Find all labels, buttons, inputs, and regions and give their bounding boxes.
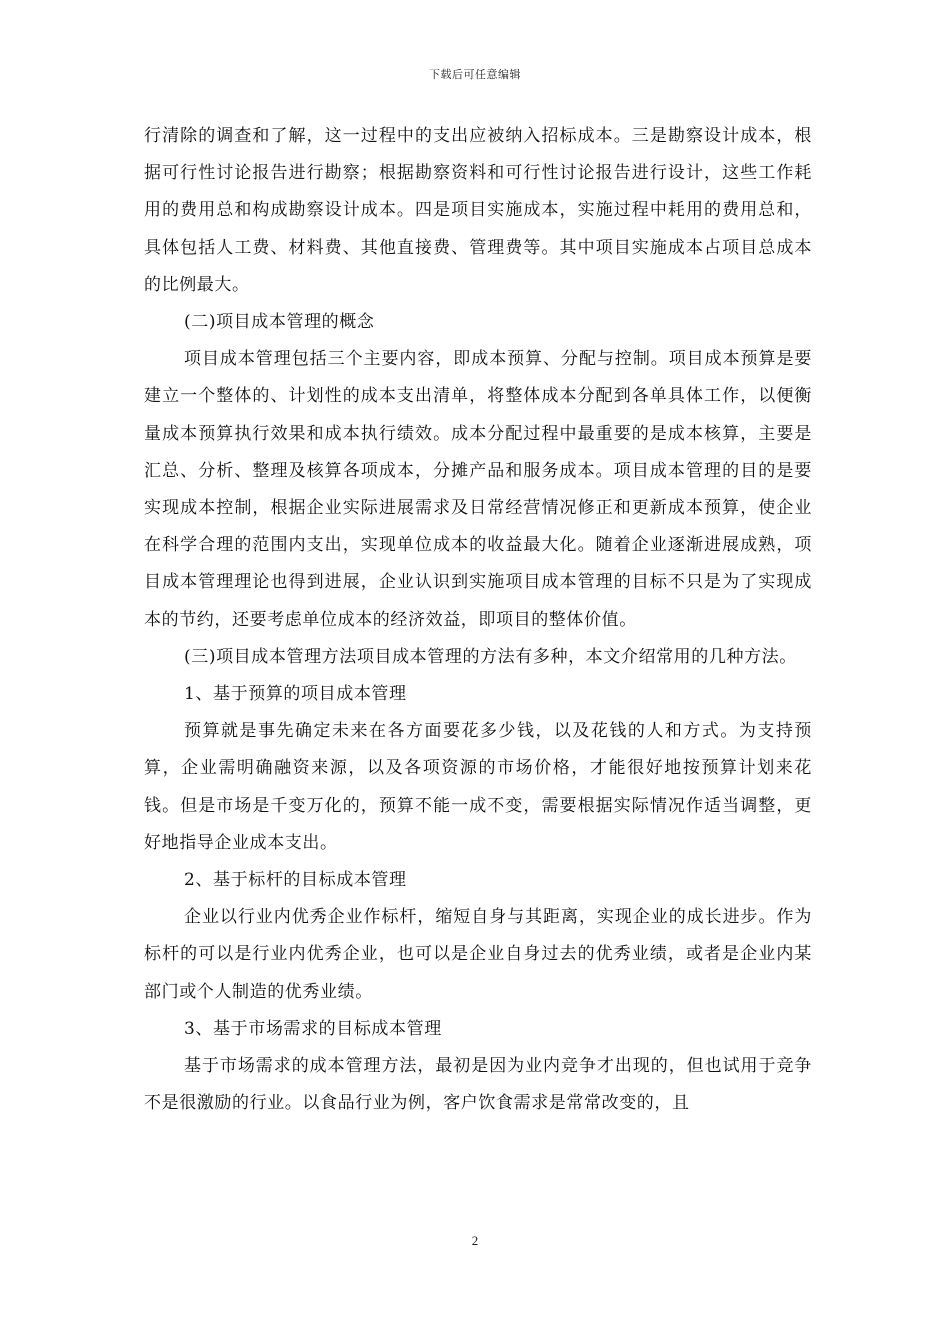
section-heading-cost-management-methods: (三)项目成本管理方法项目成本管理的方法有多种，本文介绍常用的几种方法。 xyxy=(184,646,797,667)
paragraph-benchmark-based: 企业以行业内优秀企业作标杆，缩短自身与其距离，实现企业的成长进步。作为标杆的可以是行业内优秀企业，也可以是企业自身过去的优秀业绩，或者是企业内某部门或个人制造的优秀业绩。 xyxy=(144,907,812,1002)
subheading-market-demand-based: 3、基于市场需求的目标成本管理 xyxy=(184,1018,442,1039)
document-body xyxy=(144,118,812,1122)
paragraph-cost-types-continued: 行清除的调查和了解，这一过程中的支出应被纳入招标成本。三是勘察设计成本，根据可行性讨论报告进行勘察；根据勘察资料和可行性讨论报告进行设计，这些工作耗用的费用总和构成勘察设计成本。四是项目实施成本，实施过程中耗用的费用总和，具体包括人工费、材料费、其他直接费、管理费等。其中项目实施成本占项目总成本的比例最大。 xyxy=(144,126,812,295)
paragraph-cost-management-concept: 项目成本管理包括三个主要内容，即成本预算、分配与控制。项目成本预算是要建立一个整体的、计划性的成本支出清单，将整体成本分配到各单具体工作，以便衡量成本预算执行效果和成本执行绩效。成本分配过程中最重要的是成本核算，主要是汇总、分析、整理及核算各项成本，分摊产品和服务成本。项目成本管理的目的是要实现成本控制，根据企业实际进展需求及日常经营情况修正和更新成本预算，使企业在科学合理的范围内支出，实现单位成本的收益最大化。随着企业逐渐进展成熟，项目成本管理理论也得到进展，企业认识到实施项目成本管理的目标不只是为了实现成本的节约，还要考虑单位成本的经济效益，即项目的整体价值。 xyxy=(144,349,812,630)
subheading-budget-based: 1、基于预算的项目成本管理 xyxy=(184,684,407,705)
page-number: 2 xyxy=(471,1233,479,1248)
paragraph-market-demand-based: 基于市场需求的成本管理方法，最初是因为业内竞争才出现的，但也试用于竞争不是很激励的行业。以食品行业为例，客户饮食需求是常常改变的，且 xyxy=(144,1056,812,1114)
section-heading-cost-management-concept: (二)项目成本管理的概念 xyxy=(184,312,375,333)
page-header: 下载后可任意编辑 xyxy=(429,68,521,81)
paragraph-budget-based: 预算就是事先确定未来在各方面要花多少钱，以及花钱的人和方式。为支持预算，企业需明确融资来源，以及各项资源的市场价格，才能很好地按预算计划来花钱。但是市场是千变万化的，预算不能一成不变，需要根据实际情况作适当调整，更好地指导企业成本支出。 xyxy=(144,721,812,853)
subheading-benchmark-based: 2、基于标杆的目标成本管理 xyxy=(184,870,407,891)
